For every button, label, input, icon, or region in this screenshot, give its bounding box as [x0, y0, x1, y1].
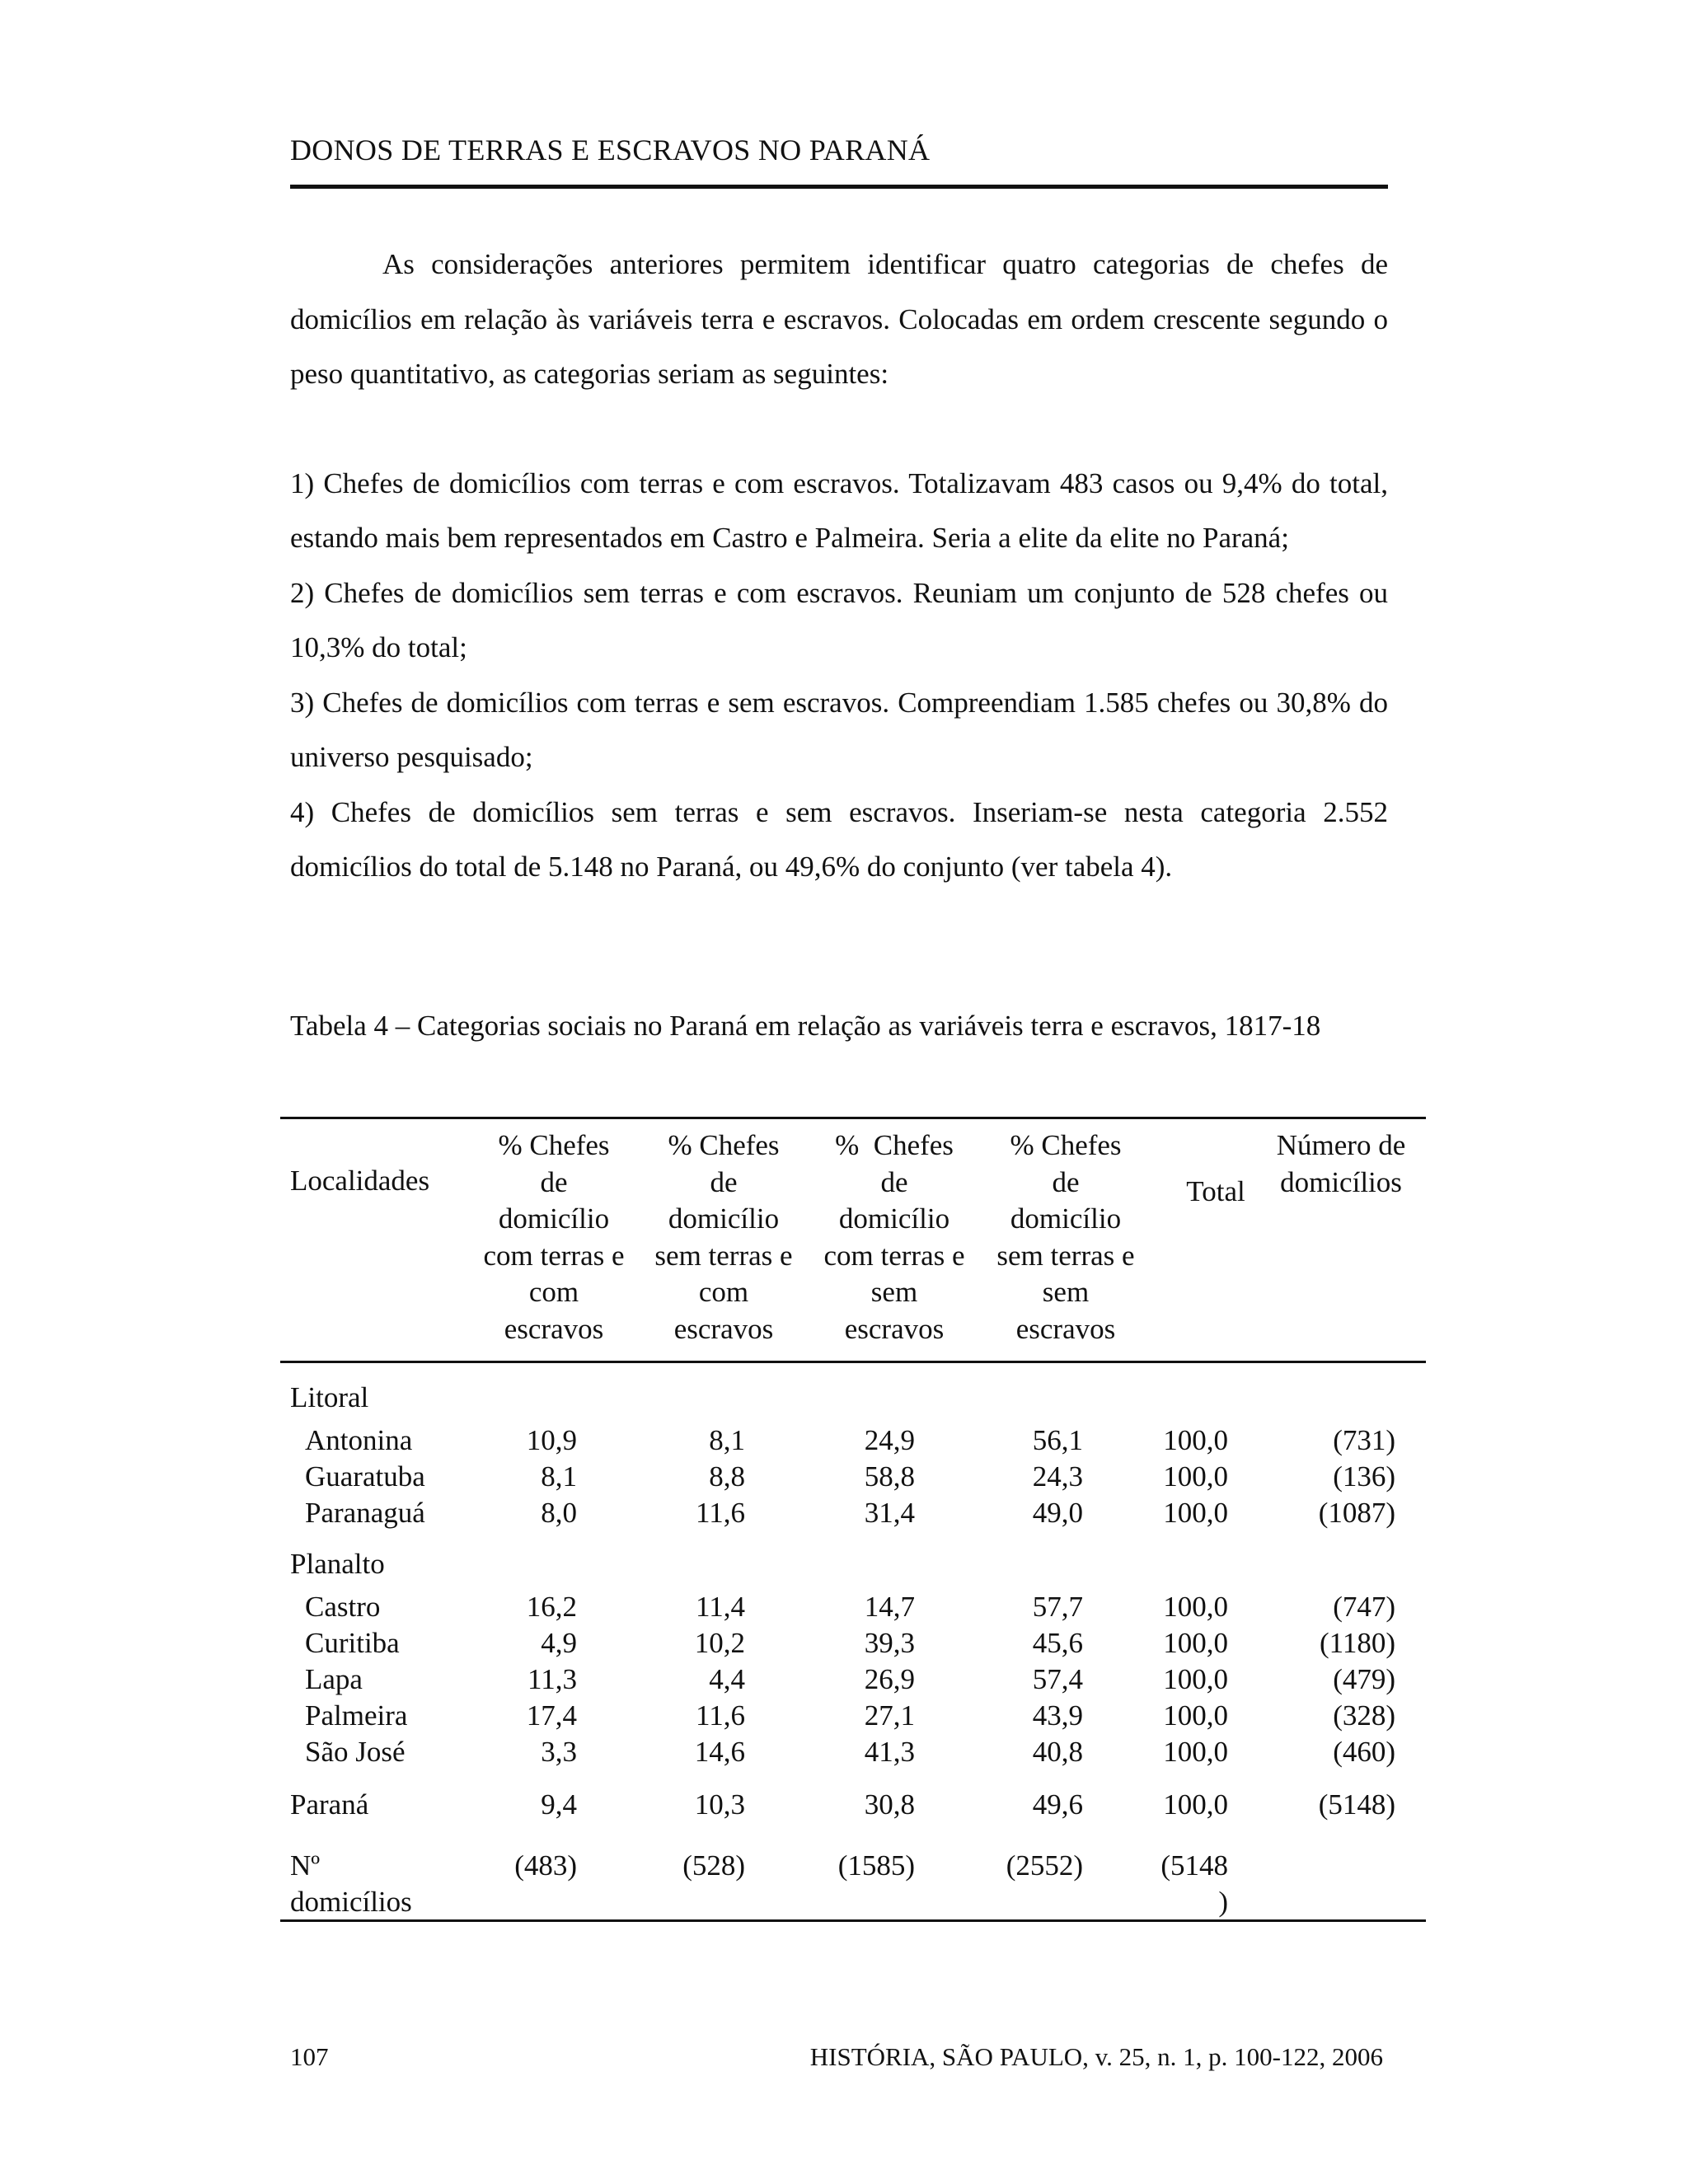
running-title: DONOS DE TERRAS E ESCRAVOS NO PARANÁ	[290, 134, 931, 166]
cell-c2: 10,2	[694, 1627, 745, 1659]
group-row-planalto	[280, 1546, 1426, 1582]
cell-c2: 8,8	[709, 1460, 745, 1493]
cell-total: 100,0	[1163, 1460, 1228, 1493]
header-col-2-line: com	[698, 1276, 749, 1308]
header-col-1-line: domicílio	[498, 1202, 610, 1235]
cell-c4: 57,4	[1032, 1663, 1083, 1695]
cell-c2: 4,4	[709, 1663, 745, 1695]
category-item-2: 2) Chefes de domicílios sem terras e com escravos. Reuniam um conjunto de 528 chefes ou 10,3% do total;	[290, 576, 1388, 663]
group-label: Planalto	[290, 1548, 385, 1580]
group-label: Litoral	[290, 1381, 369, 1413]
cell-c2: 11,6	[696, 1497, 745, 1529]
header-col-3-line: % Chefes	[835, 1129, 954, 1161]
header-col-2-line: % Chefes	[668, 1129, 780, 1161]
cell-c3: 30,8	[864, 1788, 915, 1821]
category-item-3: 3) Chefes de domicílios com terras e sem escravos. Compreendiam 1.585 chefes ou 30,8% do universo pesquisado;	[290, 686, 1388, 773]
cell-numero: (1180)	[1319, 1627, 1395, 1659]
table-row	[280, 1459, 1426, 1495]
row-name: Paraná	[290, 1788, 369, 1821]
cell-c2: (528)	[682, 1849, 745, 1882]
parana-total-row	[280, 1787, 1426, 1823]
cell-c1: 8,0	[541, 1497, 577, 1529]
cell-c2: 11,4	[696, 1591, 745, 1623]
header-col-1-line: com	[528, 1276, 579, 1308]
page-number: 107	[290, 2042, 329, 2071]
header-col-1-line: de	[540, 1165, 568, 1198]
table-row	[280, 1625, 1426, 1661]
cell-c1: 9,4	[541, 1788, 577, 1821]
cell-c1: 17,4	[526, 1699, 577, 1732]
journal-citation: HISTÓRIA, SÃO PAULO, v. 25, n. 1, p. 100-122, 2006	[809, 2042, 1383, 2071]
header-col-2-line: sem terras e	[654, 1239, 793, 1272]
table-row	[280, 1734, 1426, 1770]
table-body	[280, 1363, 1426, 1919]
row-name: Paranaguá	[305, 1497, 425, 1529]
cell-total: 100,0	[1163, 1699, 1228, 1732]
cell-numero: (747)	[1333, 1591, 1395, 1623]
cell-numero: (5148)	[1318, 1788, 1395, 1821]
intro-paragraph: As considerações anteriores permitem identificar quatro categorias de chefes de domicílios em relação às variáveis terra e escravos. Colocadas em ordem crescente segundo o peso quantitativo, as categorias seriam as seguintes:	[290, 248, 1388, 390]
cell-total: 100,0	[1163, 1497, 1228, 1529]
cell-c1: (483)	[514, 1849, 577, 1882]
header-numero-line: domicílios	[1280, 1165, 1402, 1198]
cell-c4: 49,6	[1032, 1788, 1083, 1821]
cell-c3: 24,9	[864, 1424, 915, 1456]
table-row	[280, 1698, 1426, 1734]
cell-c3: 26,9	[864, 1663, 915, 1695]
row-name: Antonina	[305, 1424, 413, 1456]
table-row	[280, 1422, 1426, 1459]
cell-c4: 40,8	[1032, 1736, 1083, 1768]
row-name: São José	[305, 1736, 406, 1768]
cell-c2: 10,3	[694, 1788, 745, 1821]
body-text	[290, 237, 1388, 895]
header-col-1-line: % Chefes	[498, 1129, 610, 1161]
row-name-line-1: Nº	[290, 1849, 321, 1882]
cell-c3: 14,7	[864, 1591, 915, 1623]
cell-c4: 57,7	[1032, 1591, 1083, 1623]
header-col-4-line: escravos	[1015, 1312, 1116, 1345]
cell-c1: 8,1	[541, 1460, 577, 1493]
cell-c1: 4,9	[541, 1627, 577, 1659]
category-item-4: 4) Chefes de domicílios sem terras e sem escravos. Inseriam-se nesta categoria 2.552 domicílios do total de 5.148 no Paraná, ou 49,6% do conjunto (ver tabela 4).	[290, 795, 1388, 883]
cell-total: 100,0	[1163, 1627, 1228, 1659]
cell-c3: 31,4	[864, 1497, 915, 1529]
header-col-2-line: domicílio	[668, 1202, 780, 1235]
cell-total: 100,0	[1163, 1663, 1228, 1695]
numero-domicilios-row	[280, 1848, 1426, 1920]
cell-c4: 43,9	[1032, 1699, 1083, 1732]
cell-c4: 45,6	[1032, 1627, 1083, 1659]
cell-c4: 24,3	[1032, 1460, 1083, 1493]
cell-c3: 27,1	[864, 1699, 915, 1732]
header-col-4-line: sem	[1042, 1276, 1090, 1308]
cell-c3: 41,3	[864, 1736, 915, 1768]
header-col-1-line: escravos	[504, 1312, 604, 1345]
cell-c2: 14,6	[694, 1736, 745, 1768]
header-col-4-line: % Chefes	[1010, 1129, 1122, 1161]
cell-total: 100,0	[1163, 1736, 1228, 1768]
header-col-3-line: escravos	[844, 1312, 945, 1345]
header-col-2-line: de	[710, 1165, 738, 1198]
table-header	[280, 1119, 1426, 1363]
cell-c3: 39,3	[864, 1627, 915, 1659]
category-item-1: 1) Chefes de domicílios com terras e com escravos. Totalizavam 483 casos ou 9,4% do total, estando mais bem representados em Castro e Palmeira. Seria a elite da elite no Paraná;	[290, 466, 1388, 554]
table-row	[280, 1661, 1426, 1698]
header-numero-line: Número de	[1276, 1129, 1406, 1161]
cell-numero: (731)	[1333, 1424, 1395, 1456]
cell-c4: 49,0	[1032, 1497, 1083, 1529]
cell-c1: 3,3	[541, 1736, 577, 1768]
header-col-3	[804, 1127, 985, 1347]
cell-c1: 10,9	[526, 1424, 577, 1456]
header-localidades: Localidades	[290, 1165, 430, 1197]
row-name: Castro	[305, 1591, 381, 1623]
cell-c1: 11,3	[528, 1663, 577, 1695]
header-col-1	[463, 1127, 645, 1347]
cell-c2: 11,6	[696, 1699, 745, 1732]
cell-total: 100,0	[1163, 1424, 1228, 1456]
header-col-4-line: sem terras e	[996, 1239, 1135, 1272]
header-col-4	[975, 1127, 1156, 1347]
row-name: Palmeira	[305, 1699, 408, 1732]
header-col-4-line: de	[1052, 1165, 1080, 1198]
row-name: Lapa	[305, 1663, 363, 1695]
paragraph-gap	[290, 402, 1388, 457]
group-row-litoral	[280, 1380, 1426, 1416]
header-col-3-line: domicílio	[838, 1202, 950, 1235]
cell-c1: 16,2	[526, 1591, 577, 1623]
cell-c3: 58,8	[864, 1460, 915, 1493]
cell-total: 100,0	[1163, 1788, 1228, 1821]
header-numero-domicilios	[1254, 1127, 1428, 1201]
cell-c3: (1585)	[837, 1849, 915, 1882]
cell-total: 100,0	[1163, 1591, 1228, 1623]
cell-total-line-2: )	[1218, 1886, 1228, 1918]
cell-c4: 56,1	[1032, 1424, 1083, 1456]
cell-numero: (136)	[1333, 1460, 1395, 1493]
header-col-3-line: de	[880, 1165, 908, 1198]
header-col-3-line: sem	[870, 1276, 918, 1308]
header-col-2-line: escravos	[673, 1312, 774, 1345]
header-col-3-line: com terras e	[823, 1239, 965, 1272]
header-col-2	[633, 1127, 814, 1347]
row-name: Curitiba	[305, 1627, 400, 1659]
header-rule	[290, 185, 1388, 189]
cell-c2: 8,1	[709, 1424, 745, 1456]
header-total: Total	[1186, 1175, 1245, 1207]
table-row	[280, 1589, 1426, 1625]
table-caption: Tabela 4 – Categorias sociais no Paraná em relação as variáveis terra e escravos, 1817-18	[290, 1010, 1321, 1042]
cell-total-line-1: (5148	[1160, 1849, 1228, 1882]
cell-numero: (460)	[1333, 1736, 1395, 1768]
cell-numero: (1087)	[1318, 1497, 1395, 1529]
row-name: Guaratuba	[305, 1460, 425, 1493]
cell-numero: (479)	[1333, 1663, 1395, 1695]
row-name-line-2: domicílios	[290, 1886, 412, 1918]
cell-c4: (2552)	[1006, 1849, 1083, 1882]
data-table	[280, 1117, 1426, 1922]
cell-numero: (328)	[1333, 1699, 1395, 1732]
header-col-1-line: com terras e	[483, 1239, 625, 1272]
table-row	[280, 1495, 1426, 1531]
header-col-4-line: domicílio	[1010, 1202, 1122, 1235]
